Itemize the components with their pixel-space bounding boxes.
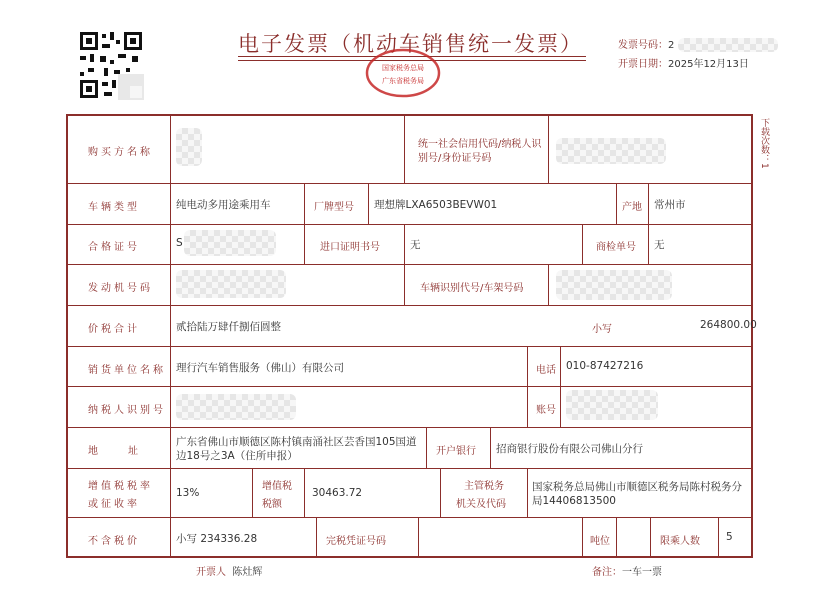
model-value: 理想牌LXA6503BEVW01 bbox=[374, 199, 498, 211]
inspection-value: 无 bbox=[654, 239, 665, 251]
vat-rate-label: 增值税税率 bbox=[88, 481, 153, 492]
capacity-value: 5 bbox=[726, 531, 733, 543]
tax-authority-label: 主管税务 bbox=[464, 481, 504, 492]
column-divider bbox=[316, 517, 317, 558]
origin-value: 常州市 bbox=[654, 199, 686, 211]
redacted-certificate bbox=[184, 230, 276, 256]
pretax-price-value: 小写 234336.28 bbox=[176, 533, 258, 545]
inspection-label: 商检单号 bbox=[596, 242, 636, 253]
column-divider bbox=[490, 427, 491, 468]
column-divider bbox=[404, 224, 405, 264]
column-divider bbox=[548, 114, 549, 183]
download-count: 下载次数：1 bbox=[759, 118, 769, 169]
tax-authority-label: 机关及代码 bbox=[456, 499, 506, 510]
phone-label: 电话 bbox=[536, 365, 556, 376]
tax-authority-value: 局14406813500 bbox=[532, 495, 616, 507]
lower-case-label: 小写 bbox=[592, 324, 612, 335]
remark: 备注：一车一票 bbox=[592, 567, 662, 578]
model-label: 厂牌型号 bbox=[314, 202, 354, 213]
redacted-account bbox=[566, 390, 658, 420]
redacted-taxpayer-id bbox=[176, 394, 296, 420]
tax-seal-stamp bbox=[364, 47, 442, 99]
buyer-name-label: 购买方名称 bbox=[88, 147, 153, 158]
vehicle-type-label: 车辆类型 bbox=[88, 202, 140, 213]
column-divider bbox=[418, 517, 419, 558]
column-divider bbox=[304, 224, 305, 264]
redacted-buyer-name bbox=[176, 128, 202, 166]
column-divider bbox=[582, 224, 583, 264]
column-divider bbox=[548, 264, 549, 305]
engine-number-label: 发动机号码 bbox=[88, 283, 153, 294]
address-line-2: 边18号之3A（住所申报） bbox=[176, 450, 298, 462]
vat-amount-value: 30463.72 bbox=[312, 487, 363, 499]
vin-label: 车辆识别代号/车架号码 bbox=[420, 283, 524, 294]
bank-value: 招商银行股份有限公司佛山分行 bbox=[496, 443, 643, 455]
tax-authority-value: 国家税务总局佛山市顺德区税务局陈村税务分 bbox=[532, 481, 742, 493]
certificate-label: 合格证号 bbox=[88, 242, 140, 253]
taxpayer-id-label: 纳税人识别号 bbox=[88, 405, 166, 416]
bank-label: 开户银行 bbox=[436, 446, 476, 457]
column-divider bbox=[368, 183, 369, 224]
column-divider bbox=[616, 517, 617, 558]
invoice-number: 发票号码：2 bbox=[618, 36, 778, 52]
column-divider bbox=[527, 346, 528, 427]
phone-value: 010-87427216 bbox=[566, 360, 644, 372]
qr-code bbox=[78, 30, 144, 100]
import-cert-value: 无 bbox=[410, 239, 421, 251]
address-line-1: 广东省佛山市顺德区陈村镇南涌社区芸香国105国道 bbox=[176, 436, 417, 448]
redacted-invoice-number bbox=[678, 38, 778, 52]
column-divider bbox=[404, 264, 405, 305]
column-divider bbox=[304, 183, 305, 224]
total-label: 价税合计 bbox=[88, 324, 140, 335]
credit-code-label: 统一社会信用代码/纳税人识别号/身份证号码 bbox=[418, 139, 542, 164]
seller-name-value: 理行汽车销售服务（佛山）有限公司 bbox=[176, 362, 344, 374]
issue-date: 开票日期：2025年12月13日 bbox=[618, 59, 749, 70]
column-divider bbox=[170, 114, 171, 558]
tonnage-label: 吨位 bbox=[590, 536, 610, 547]
column-divider bbox=[404, 114, 405, 183]
origin-label: 产地 bbox=[622, 202, 642, 213]
column-divider bbox=[252, 468, 253, 517]
address-label: 地址 bbox=[88, 446, 168, 457]
column-divider bbox=[527, 468, 528, 517]
vat-rate-value: 13% bbox=[176, 487, 200, 499]
redacted-credit-code bbox=[556, 138, 666, 164]
column-divider bbox=[650, 517, 651, 558]
total-amount: 264800.00 bbox=[700, 319, 757, 331]
vat-amount-label: 税额 bbox=[262, 499, 282, 510]
column-divider bbox=[582, 517, 583, 558]
column-divider bbox=[648, 224, 649, 264]
account-label: 账号 bbox=[536, 405, 556, 416]
invoice-title: 电子发票（机动车销售统一发票） bbox=[238, 32, 583, 56]
column-divider bbox=[718, 517, 719, 558]
seller-name-label: 销货单位名称 bbox=[88, 365, 166, 376]
column-divider bbox=[440, 468, 441, 517]
certificate-value: S bbox=[176, 237, 183, 249]
column-divider bbox=[304, 468, 305, 517]
redacted-engine-number bbox=[176, 270, 286, 298]
duty-paid-label: 完税凭证号码 bbox=[326, 536, 386, 547]
total-in-words: 贰拾陆万肆仟捌佰圆整 bbox=[176, 321, 281, 333]
column-divider bbox=[616, 183, 617, 224]
vehicle-type-value: 纯电动多用途乘用车 bbox=[176, 199, 271, 211]
column-divider bbox=[648, 183, 649, 224]
capacity-label: 限乘人数 bbox=[660, 536, 700, 547]
vat-rate-label: 或征收率 bbox=[88, 499, 140, 510]
svg-text:国家税务总局: 国家税务总局 bbox=[382, 64, 424, 72]
import-cert-label: 进口证明书号 bbox=[320, 242, 380, 253]
column-divider bbox=[560, 346, 561, 427]
pretax-price-label: 不含税价 bbox=[88, 536, 140, 547]
redacted-vin bbox=[556, 270, 672, 300]
vat-amount-label: 增值税 bbox=[262, 481, 292, 492]
issuer: 开票人 陈灶辉 bbox=[196, 567, 263, 578]
svg-text:广东省税务局: 广东省税务局 bbox=[382, 77, 424, 85]
column-divider bbox=[426, 427, 427, 468]
